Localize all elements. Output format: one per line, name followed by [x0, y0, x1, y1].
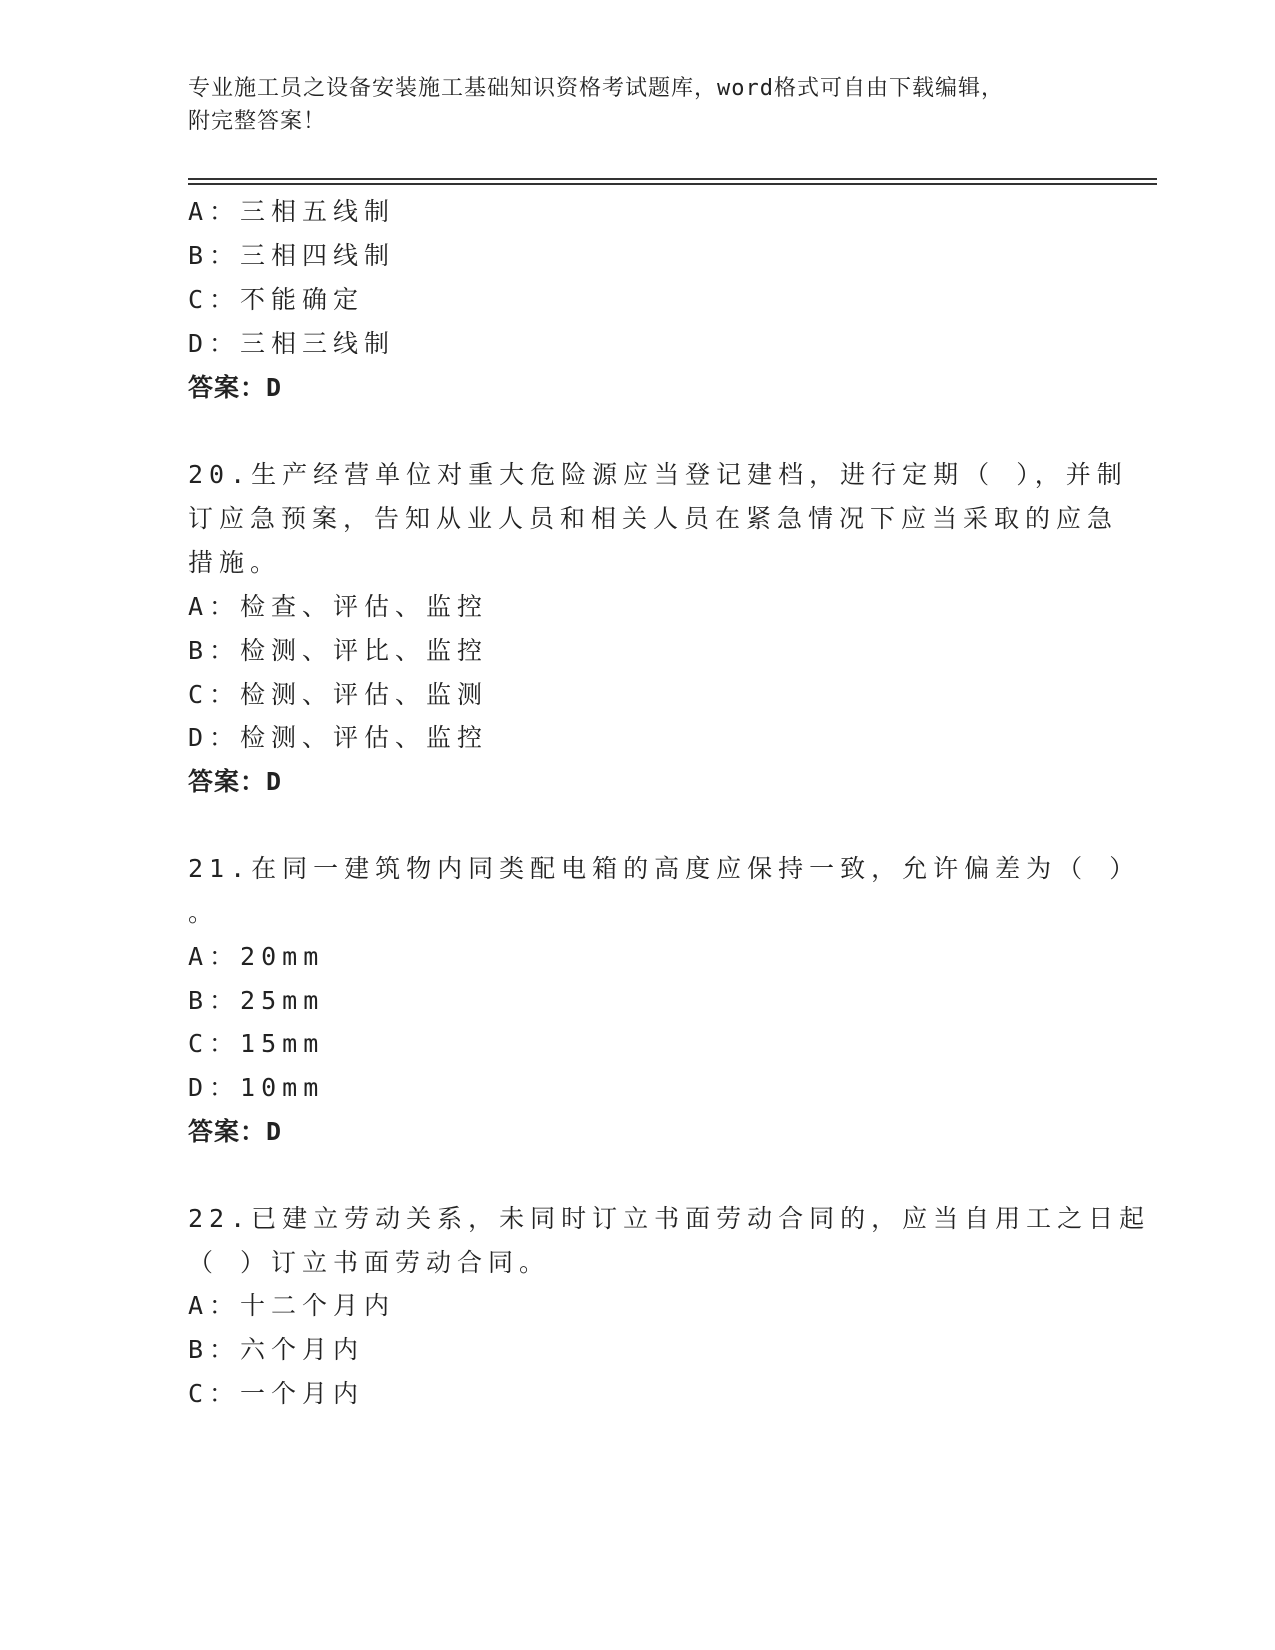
q20-option-b: B：检测、评比、监控: [188, 636, 489, 665]
q19-option-b: B：三相四线制: [188, 241, 396, 270]
q19-option-a: A：三相五线制: [188, 197, 396, 226]
header-divider-bottom: [188, 183, 1157, 185]
q22-option-a: A：十二个月内: [188, 1291, 396, 1320]
q21-option-b: B：25mm: [188, 986, 325, 1015]
q20-stem-line-3: 措施。: [188, 548, 282, 577]
q21-stem-line-2: 。: [188, 898, 220, 927]
q22-stem-line-2: （ ）订立书面劳动合同。: [188, 1248, 551, 1277]
document-header: [188, 72, 1088, 138]
q20-option-d: D：检测、评估、监控: [188, 723, 489, 752]
q21-option-a: A：20mm: [188, 942, 325, 971]
header-divider-top: [188, 178, 1157, 180]
q20-stem-line-2: 订应急预案，告知从业人员和相关人员在紧急情况下应当采取的应急: [188, 504, 1119, 533]
q20-stem-line-1: 20.生产经营单位对重大危险源应当登记建档，进行定期（ ），并制: [188, 460, 1128, 489]
q22-option-c: C：一个月内: [188, 1379, 365, 1408]
q22-option-b: B：六个月内: [188, 1335, 365, 1364]
q21-option-d: D：10mm: [188, 1073, 325, 1102]
q21-option-c: C：15mm: [188, 1029, 325, 1058]
q19-option-c: C：不能确定: [188, 285, 365, 314]
q19-option-d: D：三相三线制: [188, 329, 396, 358]
q20-answer: 答案：D: [188, 767, 283, 796]
q21-stem-line-1: 21.在同一建筑物内同类配电箱的高度应保持一致，允许偏差为（ ）: [188, 854, 1141, 883]
header-line-2: 附完整答案！: [188, 109, 327, 134]
q20-option-a: A：检查、评估、监控: [188, 592, 489, 621]
q20-option-c: C：检测、评估、监测: [188, 680, 489, 709]
q21-answer: 答案：D: [188, 1117, 283, 1146]
q22-stem-line-1: 22.已建立劳动关系，未同时订立书面劳动合同的，应当自用工之日起: [188, 1204, 1151, 1233]
q19-answer: 答案：D: [188, 373, 283, 402]
header-line-1: 专业施工员之设备安装施工基础知识资格考试题库，word格式可自由下载编辑，: [188, 76, 1004, 101]
